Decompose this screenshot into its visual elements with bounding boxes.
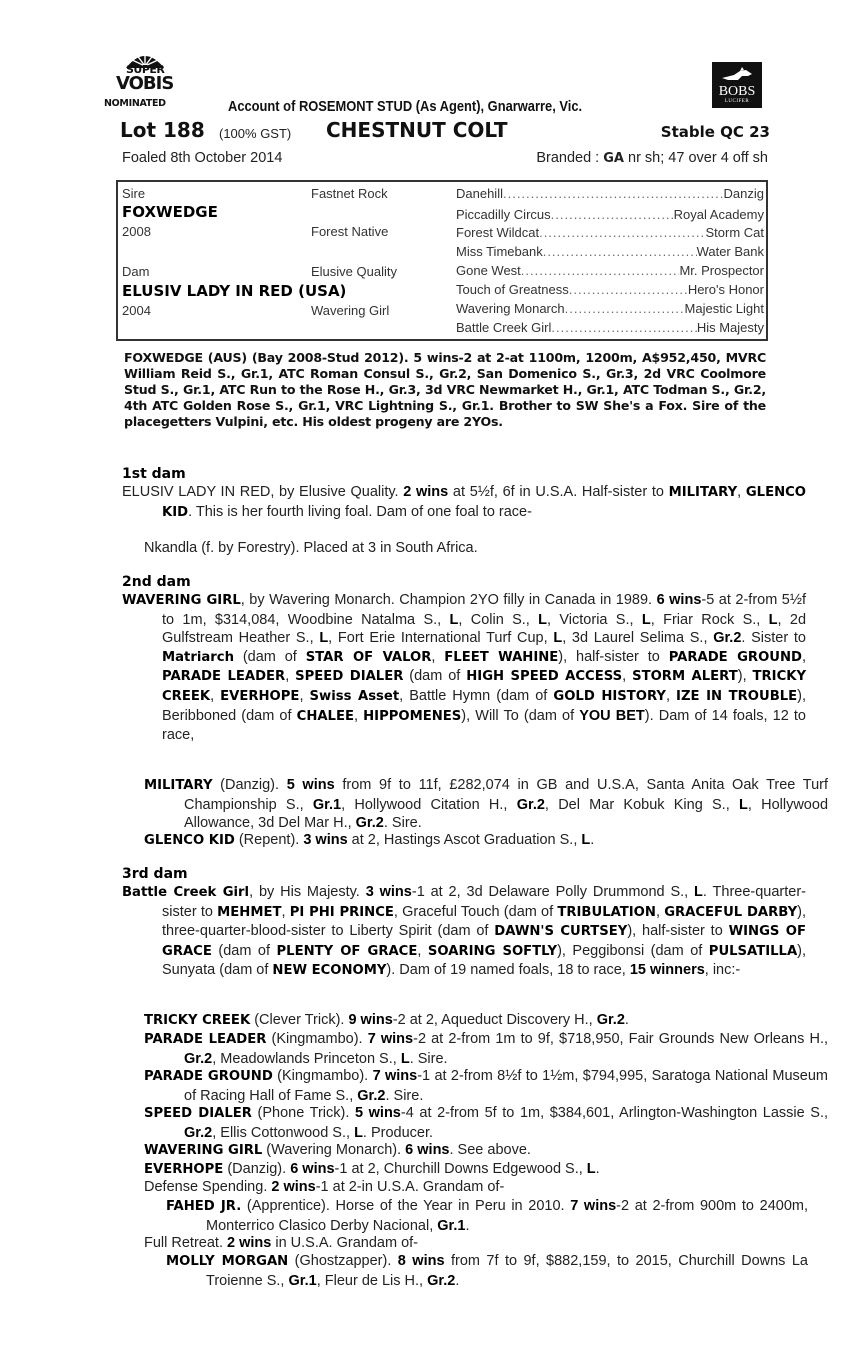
grandparent-row: Wavering Monarch ..... Majestic Light	[456, 301, 764, 316]
brand-detail: nr sh; 47 over 4 off sh	[623, 150, 768, 166]
second-dam-paragraph: WAVERING GIRL, by Wavering Monarch. Champion 2YO filly in Canada in 1989. 6 wins-5 at 2-from 5½f to 1m, $314,084, Woodbine Natalma S., L, Colin S., L, Victoria S., L, Friar Rock S., L, 2d Gulfstream Heather S., L, Fort Erie International Turf Cup, L, 3d Laurel Selima S., Gr.2. Sister to Matriarch (dam of STAR OF VALOR, FLEET WAHINE), half-sister to PARADE GROUND, PARADE LEADER, SPEED DIALER (dam of HIGH SPEED ACCESS, STORM ALERT), TRICKY CREEK, EVERHOPE, Swiss Asset, Battle Hymn (dam of GOLD HISTORY, IZE IN TROUBLE), Beribboned (dam of CHALEE, HIPPOMENES), Will To (dam of YOU BET). Dam of 14 foals, 12 to race,	[122, 592, 807, 744]
sire-dam: Forest Native	[311, 224, 389, 239]
vendor-account: Account of ROSEMONT STUD (As Agent), Gnarwarre, Vic.	[228, 98, 583, 115]
sire-name: FOXWEDGE	[122, 203, 218, 221]
first-dam-paragraph: ELUSIV LADY IN RED, by Elusive Quality. 2 wins at 5½f, 6f in U.S.A. Half-sister to MILITARY, GLENCO KID. This is her fourth living foal. Dam of one foal to race-	[122, 484, 807, 520]
sire-year: 2008	[122, 224, 151, 239]
brand-mark: GA	[603, 151, 624, 166]
third-dam-heading: 3rd dam	[122, 866, 188, 882]
leader-dots	[565, 301, 685, 316]
progeny-glenco-kid: GLENCO KID (Repent). 3 wins at 2, Hastings Ascot Graduation S., L.	[144, 832, 595, 848]
leader-dots	[521, 263, 680, 278]
badge-nominated-text: NOMINATED	[104, 98, 166, 109]
pedigree-table	[116, 180, 768, 341]
grandparent-row: Miss Timebank ..... Water Bank	[456, 244, 764, 259]
dam-sire: Elusive Quality	[311, 264, 397, 279]
horse-description: CHESTNUT COLT	[326, 118, 508, 142]
sire-label: Sire	[122, 186, 146, 201]
stable-number: Stable QC 23	[660, 123, 770, 141]
grandparent-row: Forest Wildcat ..... Storm Cat	[456, 225, 764, 240]
foaled-date: Foaled 8th October 2014	[122, 150, 283, 166]
bobs-logo-text: BOBS	[718, 84, 756, 99]
grandparent-row: Touch of Greatness ..... Hero's Honor	[456, 282, 764, 297]
dam-year: 2004	[122, 303, 151, 318]
progeny-parade-leader: PARADE LEADER (Kingmambo). 7 wins-2 at 2-from 1m to 9f, $718,950, Fair Grounds New Orleans H., Gr.2, Meadowlands Princeton S., L. Sire.	[144, 1031, 829, 1067]
badge-vobis-text: VOBIS	[116, 73, 174, 94]
sire-sire: Fastnet Rock	[311, 186, 388, 201]
progeny-parade-ground: PARADE GROUND (Kingmambo). 7 wins-1 at 2-from 8½f to 1½m, $794,995, Saratoga National Museum of Racing Hall of Fame S., Gr.2. Sire.	[144, 1068, 828, 1104]
badge-super-text: SUPER	[126, 63, 165, 76]
super-vobis-nominated-logo	[104, 46, 186, 110]
third-dam-paragraph: Battle Creek Girl, by His Majesty. 3 wins-1 at 2, 3d Delaware Polly Drummond S., L. Three-quarter-sister to MEHMET, PI PHI PRINCE, Graceful Touch (dam of TRIBULATION, GRACEFUL DARBY), three-quarter-blood-sister to Liberty Spirit (dam of DAWN'S CURTSEY), half-sister to WINGS OF GRACE (dam of PLENTY OF GRACE, SOARING SOFTLY), Peggibonsi (dam of PULSATILLA), Sunyata (dam of NEW ECONOMY). Dam of 19 named foals, 18 to race, 15 winners, inc:-	[122, 884, 807, 979]
progeny-defense-spending: Defense Spending. 2 wins-1 at 2-in U.S.A. Grandam of-	[144, 1179, 505, 1195]
progeny-fahed-jr: FAHED JR. (Apprentice). Horse of the Year in Peru in 2010. 7 wins-2 at 2-from 900m to 2400m, Monterrico Clasico Derby Nacional, Gr.1.	[166, 1198, 809, 1234]
brand-label: Branded :	[536, 150, 604, 166]
progeny-speed-dialer: SPEED DIALER (Phone Trick). 5 wins-4 at 2-from 5f to 1m, $384,601, Arlington-Washington Lassie S., Gr.2, Ellis Cottonwood S., L. Producer.	[144, 1105, 828, 1141]
racing-horse-icon	[720, 66, 754, 84]
progeny-everhope: EVERHOPE (Danzig). 6 wins-1 at 2, Churchill Downs Edgewood S., L.	[144, 1161, 600, 1177]
leader-dots	[503, 186, 724, 201]
leader-dots	[551, 207, 674, 222]
lot-line	[120, 116, 770, 146]
lot-number: Lot 188	[120, 118, 205, 142]
leader-dots	[551, 320, 696, 335]
bobs-logo	[712, 62, 762, 108]
first-dam-heading: 1st dam	[122, 466, 186, 482]
leader-dots	[543, 244, 697, 259]
grandparent-row: Gone West ..... Mr. Prospector	[456, 263, 764, 278]
dam-name: ELUSIV LADY IN RED (USA)	[122, 282, 347, 300]
leader-dots	[569, 282, 688, 297]
progeny-military: MILITARY (Danzig). 5 wins from 9f to 11f, £282,074 in GB and U.S.A, Santa Anita Oak Tree Turf Championship S., Gr.1, Hollywood Citation H., Gr.2, Del Mar Kobuk King S., L, Hollywood Allowance, 3d Del Mar H., Gr.2. Sire.	[144, 777, 829, 832]
gst-note: (100% GST)	[219, 126, 292, 141]
brand-info	[536, 150, 768, 166]
dam-dam: Wavering Girl	[311, 303, 390, 318]
sire-summary: FOXWEDGE (AUS) (Bay 2008-Stud 2012). 5 wins-2 at 2-at 1100m, 1200m, A$952,450, MVRC William Reid S., Gr.1, ATC Roman Consul S., Gr.2, San Domenico S., Gr.3, 2d VRC Coolmore Stud S., Gr.1, ATC Run to the Rose H., Gr.3, 3d VRC Newmarket H., Gr.1, ATC Todman S., Gr.2, 4th ATC Golden Rose S., Gr.1, VRC Lightning S., Gr.1. Brother to SW She's a Fox. Sire of the placegetters Vulpini, etc. His oldest progeny are 2YOs.	[124, 350, 766, 429]
progeny-wavering-girl: WAVERING GIRL (Wavering Monarch). 6 wins. See above.	[144, 1142, 531, 1158]
grandparent-row: Battle Creek Girl ..... His Majesty	[456, 320, 764, 335]
progeny-full-retreat: Full Retreat. 2 wins in U.S.A. Grandam of-	[144, 1235, 418, 1251]
grandparent-row: Danehill ..... Danzig	[456, 186, 764, 201]
progeny-molly-morgan: MOLLY MORGAN (Ghostzapper). 8 wins from 7f to 9f, $882,159, to 2015, Churchill Downs La Troienne S., Gr.1, Fleur de Lis H., Gr.2.	[166, 1253, 808, 1289]
grandparent-row: Piccadilly Circus ..... Royal Academy	[456, 207, 764, 222]
progeny-tricky-creek: TRICKY CREEK (Clever Trick). 9 wins-2 at 2, Aqueduct Discovery H., Gr.2.	[144, 1012, 629, 1028]
leader-dots	[539, 225, 705, 240]
dam-label: Dam	[122, 264, 150, 279]
first-dam-progeny: Nkandla (f. by Forestry). Placed at 3 in South Africa.	[144, 540, 478, 556]
second-dam-heading: 2nd dam	[122, 574, 191, 590]
bobs-logo-subtext: LUCIFER	[724, 99, 750, 104]
